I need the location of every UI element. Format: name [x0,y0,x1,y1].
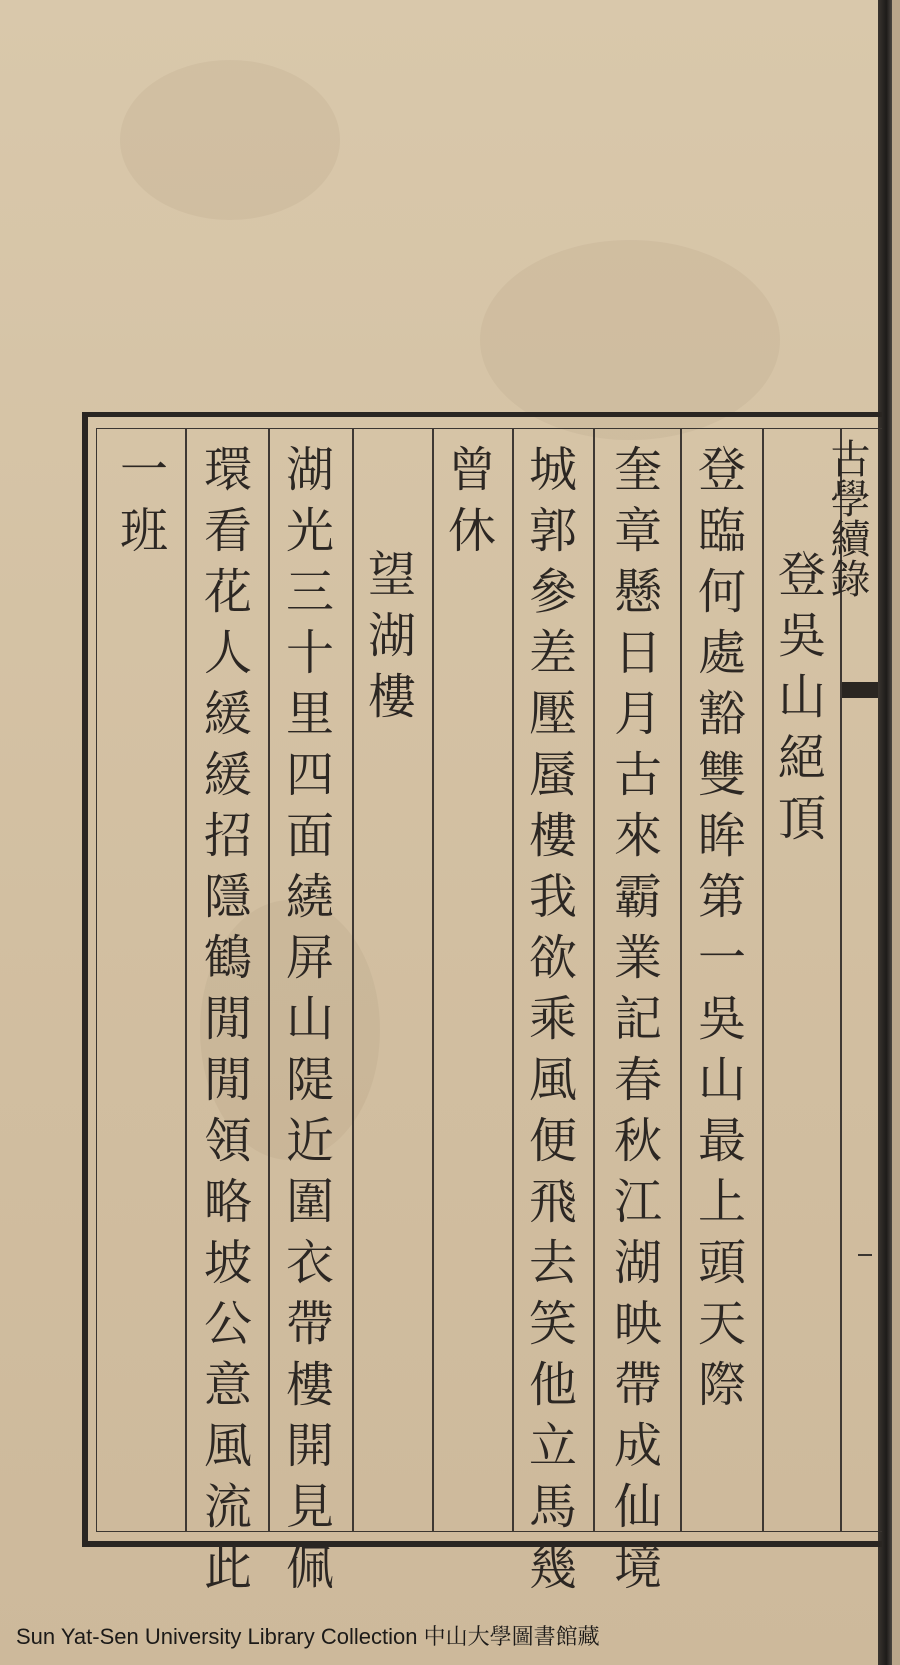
column-rule [512,428,514,1532]
character: 馬 [528,1479,577,1535]
text-column [192,440,264,1599]
text-column [274,440,346,1599]
character: 面 [285,808,334,864]
character: 笑 [528,1296,577,1352]
character: 飛 [528,1174,577,1230]
character: 風 [203,1418,252,1474]
column-rule [352,428,354,1532]
character: 章 [613,503,662,559]
character: 帶 [613,1357,662,1413]
character: 臨 [697,503,746,559]
character: 圍 [285,1174,334,1230]
banxin-title: 古學續錄 [824,438,870,598]
character: 我 [528,869,577,925]
character: 登 [777,547,826,603]
character: 領 [203,1113,252,1169]
character: 霸 [613,869,662,925]
character: 開 [285,1418,334,1474]
character: 奎 [613,442,662,498]
character: 看 [203,503,252,559]
character: 閒 [203,1052,252,1108]
character: 第 [697,869,746,925]
character: 頂 [777,791,826,847]
character: 絕 [777,730,826,786]
character: 一 [697,930,746,986]
character: 衣 [285,1235,334,1291]
character: 湖 [285,442,334,498]
text-column [356,545,428,728]
text-column [686,440,758,1416]
character: 屏 [285,930,334,986]
character: 去 [528,1235,577,1291]
column-rule [593,428,595,1532]
character: 便 [528,1113,577,1169]
character: 休 [447,503,496,559]
character: 十 [285,625,334,681]
character: 隱 [203,869,252,925]
character: 立 [528,1418,577,1474]
character: 古 [613,747,662,803]
character: 帶 [285,1296,334,1352]
character: 雙 [697,747,746,803]
collection-caption: Sun Yat-Sen University Library Collection 中山大學圖書館藏 [16,1624,600,1649]
page-number-mark [858,1254,872,1256]
character: 山 [777,669,826,725]
character: 參 [528,564,577,620]
character: 山 [285,991,334,1047]
column-rule [762,428,764,1532]
character: 境 [613,1540,662,1596]
character: 樓 [528,808,577,864]
character: 湖 [367,608,416,664]
character: 頭 [697,1235,746,1291]
character: 眸 [697,808,746,864]
character: 上 [697,1174,746,1230]
character: 緩 [203,747,252,803]
character: 四 [285,747,334,803]
character: 吳 [697,991,746,1047]
text-column [108,440,180,562]
character: 天 [697,1296,746,1352]
character: 閒 [203,991,252,1047]
paper-stain [480,240,780,440]
character: 吳 [777,608,826,664]
column-rule [432,428,434,1532]
character: 山 [697,1052,746,1108]
character: 望 [367,547,416,603]
character: 班 [119,503,168,559]
text-column [766,545,838,850]
character: 流 [203,1479,252,1535]
character: 仙 [613,1479,662,1535]
text-column [436,440,508,562]
character: 招 [203,808,252,864]
character: 成 [613,1418,662,1474]
character: 壓 [528,686,577,742]
character: 幾 [528,1540,577,1596]
character: 來 [613,808,662,864]
column-rule [185,428,187,1532]
character: 他 [528,1357,577,1413]
character: 城 [528,442,577,498]
character: 意 [203,1357,252,1413]
character: 月 [613,686,662,742]
character: 略 [203,1174,252,1230]
character: 春 [613,1052,662,1108]
character: 記 [613,991,662,1047]
character: 佩 [285,1540,334,1596]
character: 近 [285,1113,334,1169]
character: 三 [285,564,334,620]
character: 環 [203,442,252,498]
character: 坡 [203,1235,252,1291]
character: 豁 [697,686,746,742]
character: 里 [285,686,334,742]
character: 風 [528,1052,577,1108]
character: 際 [697,1357,746,1413]
character: 郭 [528,503,577,559]
character: 樓 [285,1357,334,1413]
character: 秋 [613,1113,662,1169]
character: 繞 [285,869,334,925]
character: 處 [697,625,746,681]
character: 緩 [203,686,252,742]
character: 一 [119,442,168,498]
character: 湖 [613,1235,662,1291]
column-rule [268,428,270,1532]
character: 何 [697,564,746,620]
character: 曾 [447,442,496,498]
character: 乘 [528,991,577,1047]
character: 懸 [613,564,662,620]
character: 見 [285,1479,334,1535]
character: 江 [613,1174,662,1230]
paper-stain [120,60,340,220]
character: 隄 [285,1052,334,1108]
character: 花 [203,564,252,620]
text-column [517,440,589,1599]
character: 光 [285,503,334,559]
character: 差 [528,625,577,681]
page-edge [892,0,900,1665]
character: 登 [697,442,746,498]
column-rule [680,428,682,1532]
fish-tail-mark [842,682,878,698]
character: 業 [613,930,662,986]
character: 樓 [367,669,416,725]
character: 映 [613,1296,662,1352]
character: 此 [203,1540,252,1596]
character: 蜃 [528,747,577,803]
character: 最 [697,1113,746,1169]
text-column [602,440,674,1599]
character: 人 [203,625,252,681]
character: 欲 [528,930,577,986]
character: 日 [613,625,662,681]
character: 公 [203,1296,252,1352]
character: 鶴 [203,930,252,986]
